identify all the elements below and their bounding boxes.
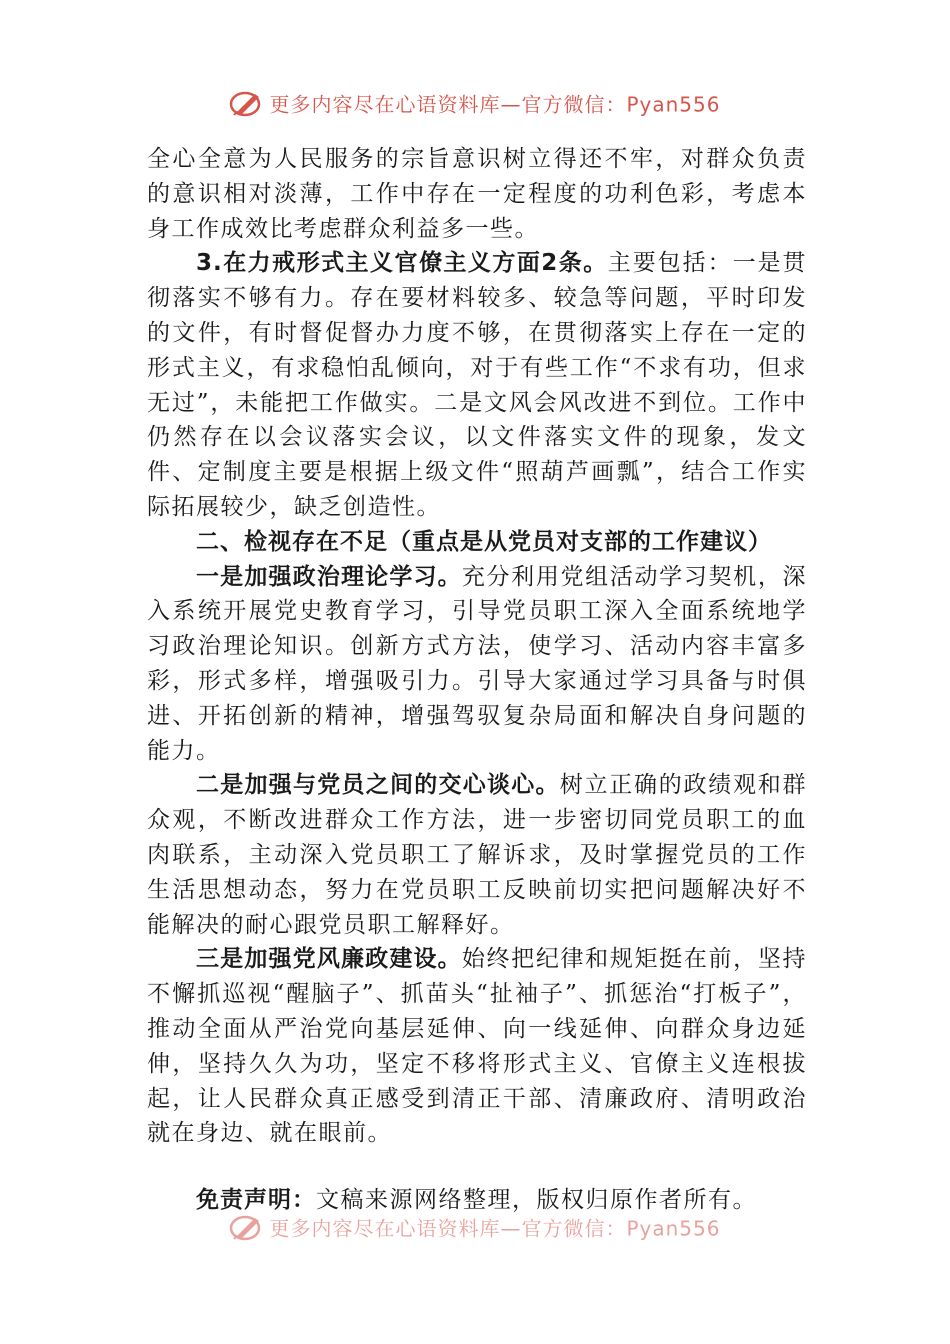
watermark-text: 更多内容尽在心语资料库—官方微信：Pyan556: [269, 92, 721, 117]
disclaimer: [196, 1181, 757, 1214]
watermark-text: 更多内容尽在心语资料库—官方微信：Pyan556: [269, 1216, 721, 1241]
paragraph-text: 始终把纪律和规矩挺在前，坚持不懈抓巡视“醒脑子”、抓苗头“扯袖子”、抓惩治“打板子”，推动全面从严治党向基层延伸、向一线延伸、向群众身边延伸，坚持久久为功，坚定不移将形式主义、官僚主义连根拔起，让人民群众真正感受到清正干部、清廉政府、清明政治就在身边、就在眼前。: [147, 946, 808, 1147]
paragraph-heart-talk: [147, 768, 807, 942]
paragraph-lead: 二是加强与党员之间的交心谈心。: [196, 772, 560, 799]
watermark-header: [0, 88, 950, 118]
paragraph-text: 充分利用党组活动学习契机，深入系统开展党史教育学习，引导党员职工深入全面系统地学习政治理论知识。创新方式方法，使学习、活动内容丰富多彩，形式多样，增强吸引力。引导大家通过学习具备与时俱进、开拓创新的精神，增强驾驭复杂局面和解决自身问题的能力。: [147, 563, 808, 764]
paragraph-text: 树立正确的政绩观和群众观，不断改进群众工作方法，进一步密切同党员职工的血肉联系，主动深入党员职工了解诉求，及时掌握党员的工作生活思想动态，努力在党员职工反映前切实把问题解决好不能解决的耐心跟党员职工解释好。: [147, 772, 807, 938]
disclaimer-label: 免责声明：: [196, 1187, 316, 1213]
paragraph-formalism: [147, 246, 807, 524]
paragraph-text: 全心全意为人民服务的宗旨意识树立得还不牢，对群众负责的意识相对淡薄，工作中存在一定程度的功利色彩，考虑本身工作成效比考虑群众利益多一些。: [147, 146, 807, 242]
paragraph-continuation: [147, 142, 807, 246]
document-body: [147, 142, 807, 1151]
paragraph-lead: 三是加强党风廉政建设。: [196, 946, 462, 973]
section-heading: 二、检视存在不足（重点是从党员对支部的工作建议）: [196, 528, 772, 555]
paragraph-clean-governance: [147, 942, 807, 1151]
pen-logo-icon: [229, 1212, 263, 1242]
paragraph-lead: 一是加强政治理论学习。: [196, 563, 462, 590]
paragraph-theory-study: [147, 560, 807, 769]
paragraph-lead: 3.在力戒形式主义官僚主义方面2条。: [196, 250, 608, 277]
disclaimer-text: 文稿来源网络整理，版权归原作者所有。: [316, 1187, 757, 1213]
pen-logo-icon: [229, 88, 263, 118]
paragraph-text: 主要包括：一是贯彻落实不够有力。存在要材料较多、较急等问题，平时印发的文件，有时督促督办力度不够，在贯彻落实上存在一定的形式主义，有求稳怕乱倾向，对于有些工作“不求有功，但求无过”，未能把工作做实。二是文风会风改进不到位。工作中仍然存在以会议落实会议，以文件落实文件的现象，发文件、定制度主要是根据上级文件“照葫芦画瓢”，结合工作实际拓展较少，缺乏创造性。: [147, 250, 807, 520]
watermark-footer: [0, 1212, 950, 1242]
